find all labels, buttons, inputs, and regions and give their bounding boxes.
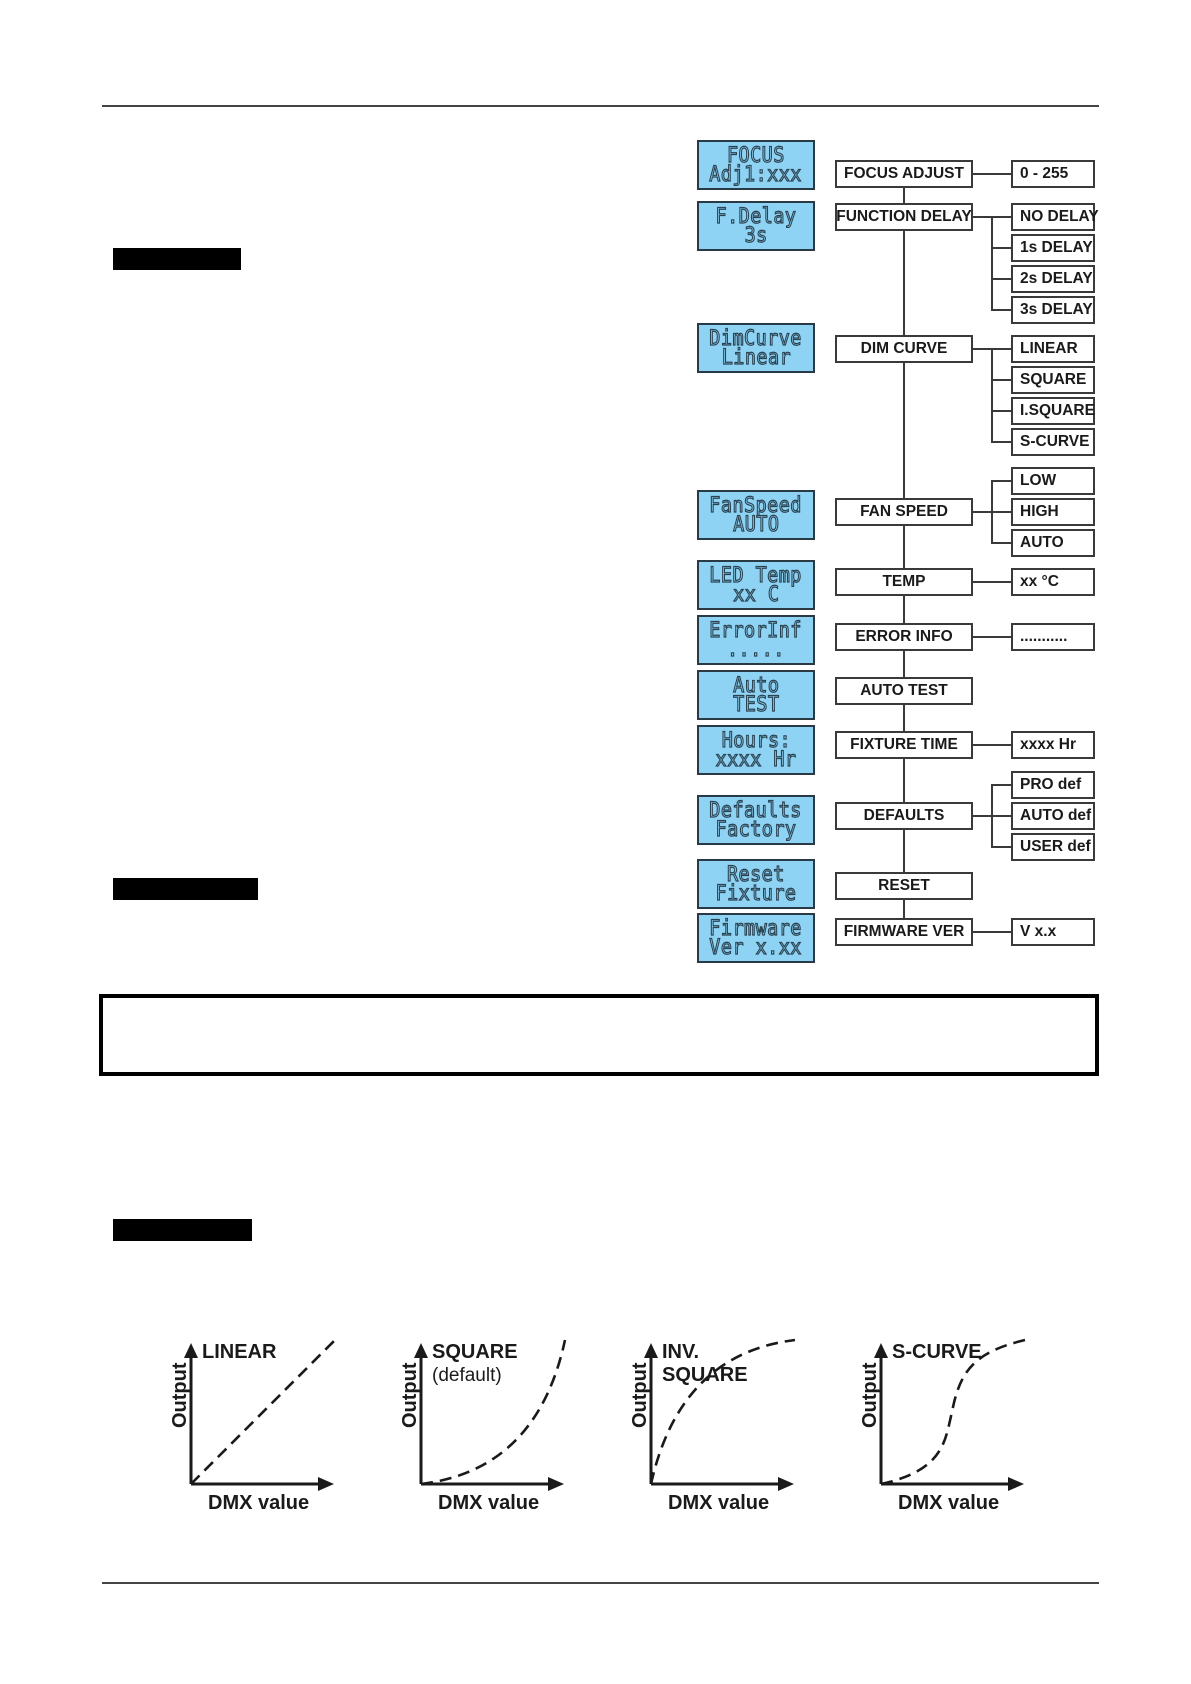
lcd-function-delay: F.Delay 3s	[697, 201, 815, 251]
option-i-square[interactable]: I.SQUARE	[1011, 397, 1095, 425]
curve-title: LINEAR	[202, 1341, 277, 1363]
option-hours-value[interactable]: xxxx Hr	[1011, 731, 1095, 759]
option-low[interactable]: LOW	[1011, 467, 1095, 495]
option-pro-def[interactable]: PRO def	[1011, 771, 1095, 799]
x-axis-label: DMX value	[438, 1492, 540, 1514]
option-firmware-value[interactable]: V x.x	[1011, 918, 1095, 946]
option-square[interactable]: SQUARE	[1011, 366, 1095, 394]
lcd-auto-test: Auto TEST	[697, 670, 815, 720]
lcd-fan-speed: FanSpeed AUTO	[697, 490, 815, 540]
lcd-hours: Hours: xxxx Hr	[697, 725, 815, 775]
lcd-defaults: Defaults Factory	[697, 795, 815, 845]
option-2s-delay[interactable]: 2s DELAY	[1011, 265, 1095, 293]
menu-firmware-ver[interactable]: FIRMWARE VER	[835, 918, 973, 946]
lcd-error-info: ErrorInf .....	[697, 615, 815, 665]
curve-panel-s-curve	[859, 1340, 1025, 1514]
option-3s-delay[interactable]: 3s DELAY	[1011, 296, 1095, 324]
option-s-curve[interactable]: S-CURVE	[1011, 428, 1095, 456]
y-axis-arrow-icon	[184, 1343, 198, 1358]
option-high[interactable]: HIGH	[1011, 498, 1095, 526]
y-axis-label: Output	[399, 1362, 421, 1428]
menu-focus-adjust[interactable]: FOCUS ADJUST	[835, 160, 973, 188]
menu-defaults[interactable]: DEFAULTS	[835, 802, 973, 830]
menu-auto-test[interactable]: AUTO TEST	[835, 677, 973, 705]
x-axis-arrow-icon	[318, 1477, 334, 1491]
option-auto-def[interactable]: AUTO def	[1011, 802, 1095, 830]
y-axis-arrow-icon	[644, 1343, 658, 1358]
lcd-focus: FOCUS Adj1:xxx	[697, 140, 815, 190]
option-temp-value[interactable]: xx °C	[1011, 568, 1095, 596]
option-1s-delay[interactable]: 1s DELAY	[1011, 234, 1095, 262]
x-axis-label: DMX value	[668, 1492, 770, 1514]
x-axis-label: DMX value	[898, 1492, 1000, 1514]
curve-panel-inv-square	[629, 1340, 795, 1514]
menu-function-delay[interactable]: FUNCTION DELAY	[835, 203, 973, 231]
curve-subtitle: (default)	[432, 1365, 502, 1386]
y-axis-label: Output	[169, 1362, 191, 1428]
option-no-delay[interactable]: NO DELAY	[1011, 203, 1095, 231]
lcd-reset: Reset Fixture	[697, 859, 815, 909]
lcd-firmware: Firmware Ver x.xx	[697, 913, 815, 963]
option-linear[interactable]: LINEAR	[1011, 335, 1095, 363]
curve-title: S-CURVE	[892, 1341, 982, 1363]
y-axis-arrow-icon	[414, 1343, 428, 1358]
menu-dim-curve[interactable]: DIM CURVE	[835, 335, 973, 363]
curve-title: SQUARE	[432, 1341, 518, 1363]
x-axis-arrow-icon	[548, 1477, 564, 1491]
curve-subtitle: SQUARE	[662, 1364, 748, 1386]
x-axis-arrow-icon	[778, 1477, 794, 1491]
menu-temp[interactable]: TEMP	[835, 568, 973, 596]
y-axis-arrow-icon	[874, 1343, 888, 1358]
option-error-value[interactable]: ...........	[1011, 623, 1095, 651]
x-axis-arrow-icon	[1008, 1477, 1024, 1491]
menu-fan-speed[interactable]: FAN SPEED	[835, 498, 973, 526]
option-auto[interactable]: AUTO	[1011, 529, 1095, 557]
lcd-dim-curve: DimCurve Linear	[697, 323, 815, 373]
option-0-255[interactable]: 0 - 255	[1011, 160, 1095, 188]
curve-panel-linear	[169, 1340, 335, 1514]
y-axis-label: Output	[859, 1362, 881, 1428]
curve-title: INV.	[662, 1341, 700, 1363]
y-axis-label: Output	[629, 1362, 651, 1428]
option-user-def[interactable]: USER def	[1011, 833, 1095, 861]
curve-panel-square	[399, 1340, 565, 1514]
menu-error-info[interactable]: ERROR INFO	[835, 623, 973, 651]
lcd-led-temp: LED Temp xx C	[697, 560, 815, 610]
x-axis-label: DMX value	[208, 1492, 310, 1514]
menu-reset[interactable]: RESET	[835, 872, 973, 900]
menu-fixture-time[interactable]: FIXTURE TIME	[835, 731, 973, 759]
